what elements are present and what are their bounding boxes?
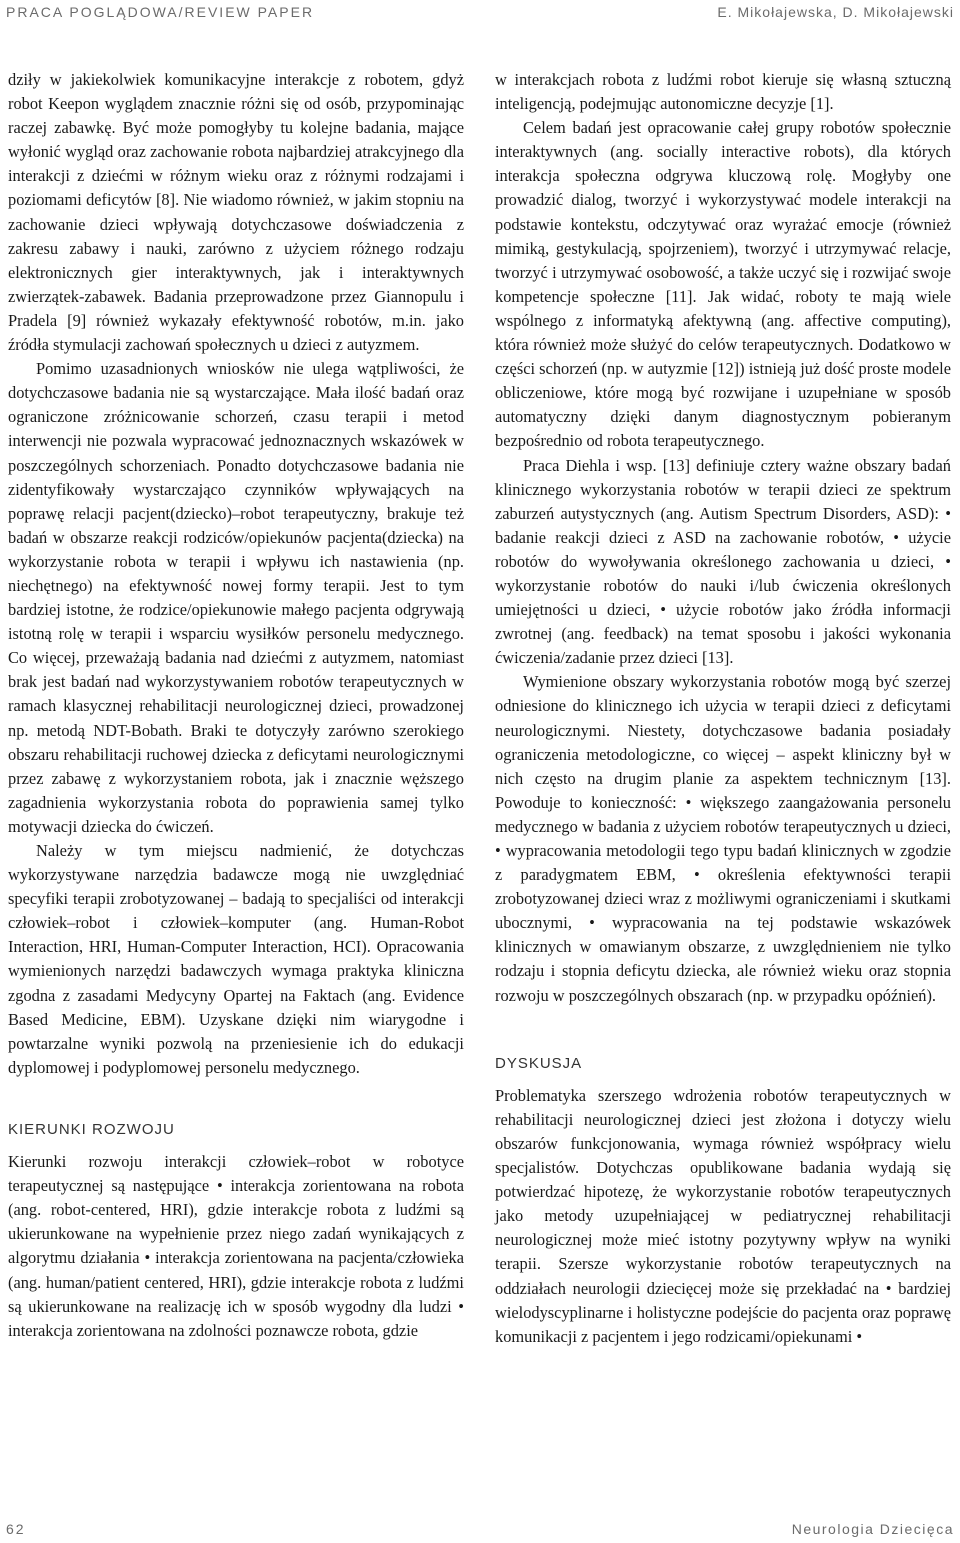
right-paragraph-5: Problematyka szerszego wdrożenia robotów terapeutycznych w rehabilitacji neurologicznej dzieci jest złożona i dotyczy wielu obszarów funkcjonowania, wymaga również współpracy wielu specjalistów. Dotychczas opublikowane badania wydają się potwierdzać hipotezę, że wykorzystanie robotów terapeutycznych jako metody uzupełniającej w pediatrycznej rehabilitacji neurologicznej może mieć istotny pozytywny wpływ na wyniki terapii. Szersze wykorzystanie robotów terapeutycznych na oddziałach neurologii dziecięcej może się przekładać na • bardziej wielodyscyplinarne i holistyczne podejście do pacjenta oraz poprawę komunikacji z pacjentem i jego rodzicami/opiekunami •: [495, 1085, 951, 1346]
page-number: 62: [6, 1521, 26, 1537]
left-paragraph-1: dziły w jakiekolwiek komunikacyjne interakcje z robotem, gdyż robot Keepon wyglądem znacznie różni się od osób, przypominając raczej zabawkę. Być może pomogłyby tu kolejne badania, mające wyłonić wygląd oraz zachowanie robota najbardziej atrakcyjnego dla interakcji z dziećmi w różnym wieku oraz z różnymi rodzajami i poziomami deficytów [8]. Nie wiadomo również, w jakim stopniu na zachowanie dzieci wpływają dotychczasowe doświadczenia z zakresu zabawy i nauki, zarówno z użyciem różnego rodzaju elektronicznych gier interaktywnych, jak i interaktywnych zwierzątek-zabawek. Badania przeprowadzone przez Giannopulu i Pradela [9] również wykazały efektywność robotów, m.in. jako źródła stymulacji zachowań społecznych u dzieci z autyzmem.: [8, 70, 464, 355]
left-column: [8, 68, 464, 1343]
right-paragraph-2: Celem badań jest opracowanie całej grupy robotów społecznie interaktywnych (ang. socially interactive robots), dla których interakcja społeczna odgrywa kluczową rolę. Mogłyby one prowadzić dialog, tworzyć i wykorzystywać modele interakcji na podstawie kontekstu, odczytywać oraz wyrażać emocje (również mimiką, gestykulacją, spojrzeniem), tworzyć i utrzymywać relacje, tworzyć i utrzymywać osobowość, a także uczyć się i rozwijać swoje kompetencje społeczne [11]. Jak widać, roboty te mają wiele wspólnego z informatyką afektywną (ang. affective computing), która również może służyć do celów terapeutycznych. Dodatkowo w części schorzeń (np. w autyzmie [12]) istnieją już dość proste modele obliczeniowe, które mogą być rozwijane i uzupełniane w sposób automatyczny dzięki danym diagnostycznym pobieranym bezpośrednio od robota terapeutycznego.: [495, 118, 951, 451]
journal-name: Neurologia Dziecięca: [791, 1521, 954, 1537]
right-paragraph-4: Wymienione obszary wykorzystania robotów mogą być szerzej odniesione do klinicznego ich użycia w terapii dzieci z deficytami neurologicznymi. Niestety, dotychczasowe badania posiadały ograniczenia metodologiczne, co więcej – aspekt kliniczny był w nich często na drugim planie za aspektem technicznym [13]. Powoduje to konieczność: • większego zaangażowania personelu medycznego w badania z użyciem robotów terapeutycznych u dzieci, • wypracowania metodologii tego typu badań klinicznych w zgodzie z paradygmatem EBM, • określenia efektywności terapii zrobotyzowanej dzieci wraz z możliwymi ograniczeniami i skutkami ubocznymi, • wypracowania na tej podstawie wskazówek klinicznych w omawianym obszarze, z uwzględnieniem nie tylko rodzaju i stopnia deficytu dziecka, ale również wieku oraz stopnia rozwoju w poszczególnych obszarach (np. w przypadku opóźnień).: [495, 672, 951, 1005]
right-paragraph-1: w interakcjach robota z ludźmi robot kieruje się własną sztuczną inteligencją, podejmując autonomiczne decyzje [1].: [495, 70, 951, 114]
right-column: [495, 68, 951, 1349]
left-paragraph-4: Kierunki rozwoju interakcji człowiek–robot w robotyce terapeutycznej są następujące • interakcja zorientowana na robota (ang. robot-centered, HRI), gdzie interakcje robota z ludźmi są ukierunkowane na wypełnienie przez niego zadań wynikających z algorytmu działania • interakcja zorientowana na pacjenta/człowieka (ang. human/patient centered, HRI), gdzie interakcje robota z ludźmi są ukierunkowane na realizację ich w sposób wygodny dla ludzi • interakcja zorientowana na zdolności poznawcze robota, gdzie: [8, 1152, 464, 1340]
running-header-authors: E. Mikołajewska, D. Mikołajewski: [717, 4, 954, 20]
left-paragraph-2: Pomimo uzasadnionych wniosków nie ulega wątpliwości, że dotychczasowe badania nie są wystarczające. Mała ilość badań oraz ograniczone zróżnicowanie schorzeń, czasu terapii i metod interwencji nie pozwala wypracować jednoznacznych wskazówek w poszczególnych schorzeniach. Ponadto dotychczasowe badania nie zidentyfikowały wystarczająco czynników wpływających na poprawę relacji pacjent(dziecko)–robot terapeutyczny, brakuje też badań w obszarze reakcji rodziców/opiekunów pacjenta(dziecka) na wykorzystanie robota w terapii i wpływu ich nastawienia (np. niechętnego) na efektywność nowej formy terapii. Jest to tym bardziej istotne, że rodzice/opiekunowie małego pacjenta odgrywają istotną rolę w terapii i wsparciu wysiłków personelu medycznego. Co więcej, przeważają badania nad dziećmi z autyzmem, natomiast brak jest badań nad wykorzystywaniem robotów terapeutycznych w ramach klasycznej rehabilitacji neurologicznej dzieci, prowadzonej np. metodą NDT-Bobath. Braki te dotyczyły zarówno szerokiego obszaru rehabilitacji ruchowej dziecka z deficytami neurologicznymi przez zabawę z wykorzystaniem robota, jak i znacznie węższego zagadnienia wykorzystania robota do poprawienia samej tylko motywacji dziecka do ćwiczeń.: [8, 359, 464, 836]
right-paragraph-3: Praca Diehla i wsp. [13] definiuje cztery ważne obszary badań klinicznego wykorzystania robotów w terapii dzieci ze spektrum zaburzeń autystycznych (ang. Autism Spectrum Disorders, ASD): • badanie reakcji dzieci z ASD na zachowanie robotów, • użycie robotów do wywoływania określonego zachowania u dzieci, • wykorzystanie robotów do nauki i/lub ćwiczenia określonych umiejętności u dzieci, • użycie robotów jako źródła informacji zwrotnej (ang. feedback) na temat sposobu i jakości wykonania ćwiczenia/zadanie przez dzieci [13].: [495, 455, 951, 668]
running-header-section: PRACA POGLĄDOWA/REVIEW PAPER: [6, 4, 315, 20]
left-paragraph-3: Należy w tym miejscu nadmienić, że dotychczas wykorzystywane narzędzia badawcze mogą nie uwzględniać specyfiki terapii zrobotyzowanej – badają to specjaliści od interakcji człowiek–robot i człowiek–komputer (ang. Human-Robot Interaction, HRI, Human-Computer Interaction, HCI). Opracowania wymienionych narzędzi badawczych wymaga praktyka kliniczna zgodna z zasadami Medycyny Opartej na Faktach (ang. Evidence Based Medicine, EBM). Uzyskane dzięki nim wiarygodne i powtarzalne wyniki pozwolą na przeniesienie ich do edukacji dyplomowej i podyplomowej personelu medycznego.: [8, 841, 464, 1077]
section-heading-dyskusja: DYSKUSJA: [495, 1054, 583, 1072]
section-heading-kierunki-rozwoju: KIERUNKI ROZWOJU: [8, 1120, 175, 1138]
